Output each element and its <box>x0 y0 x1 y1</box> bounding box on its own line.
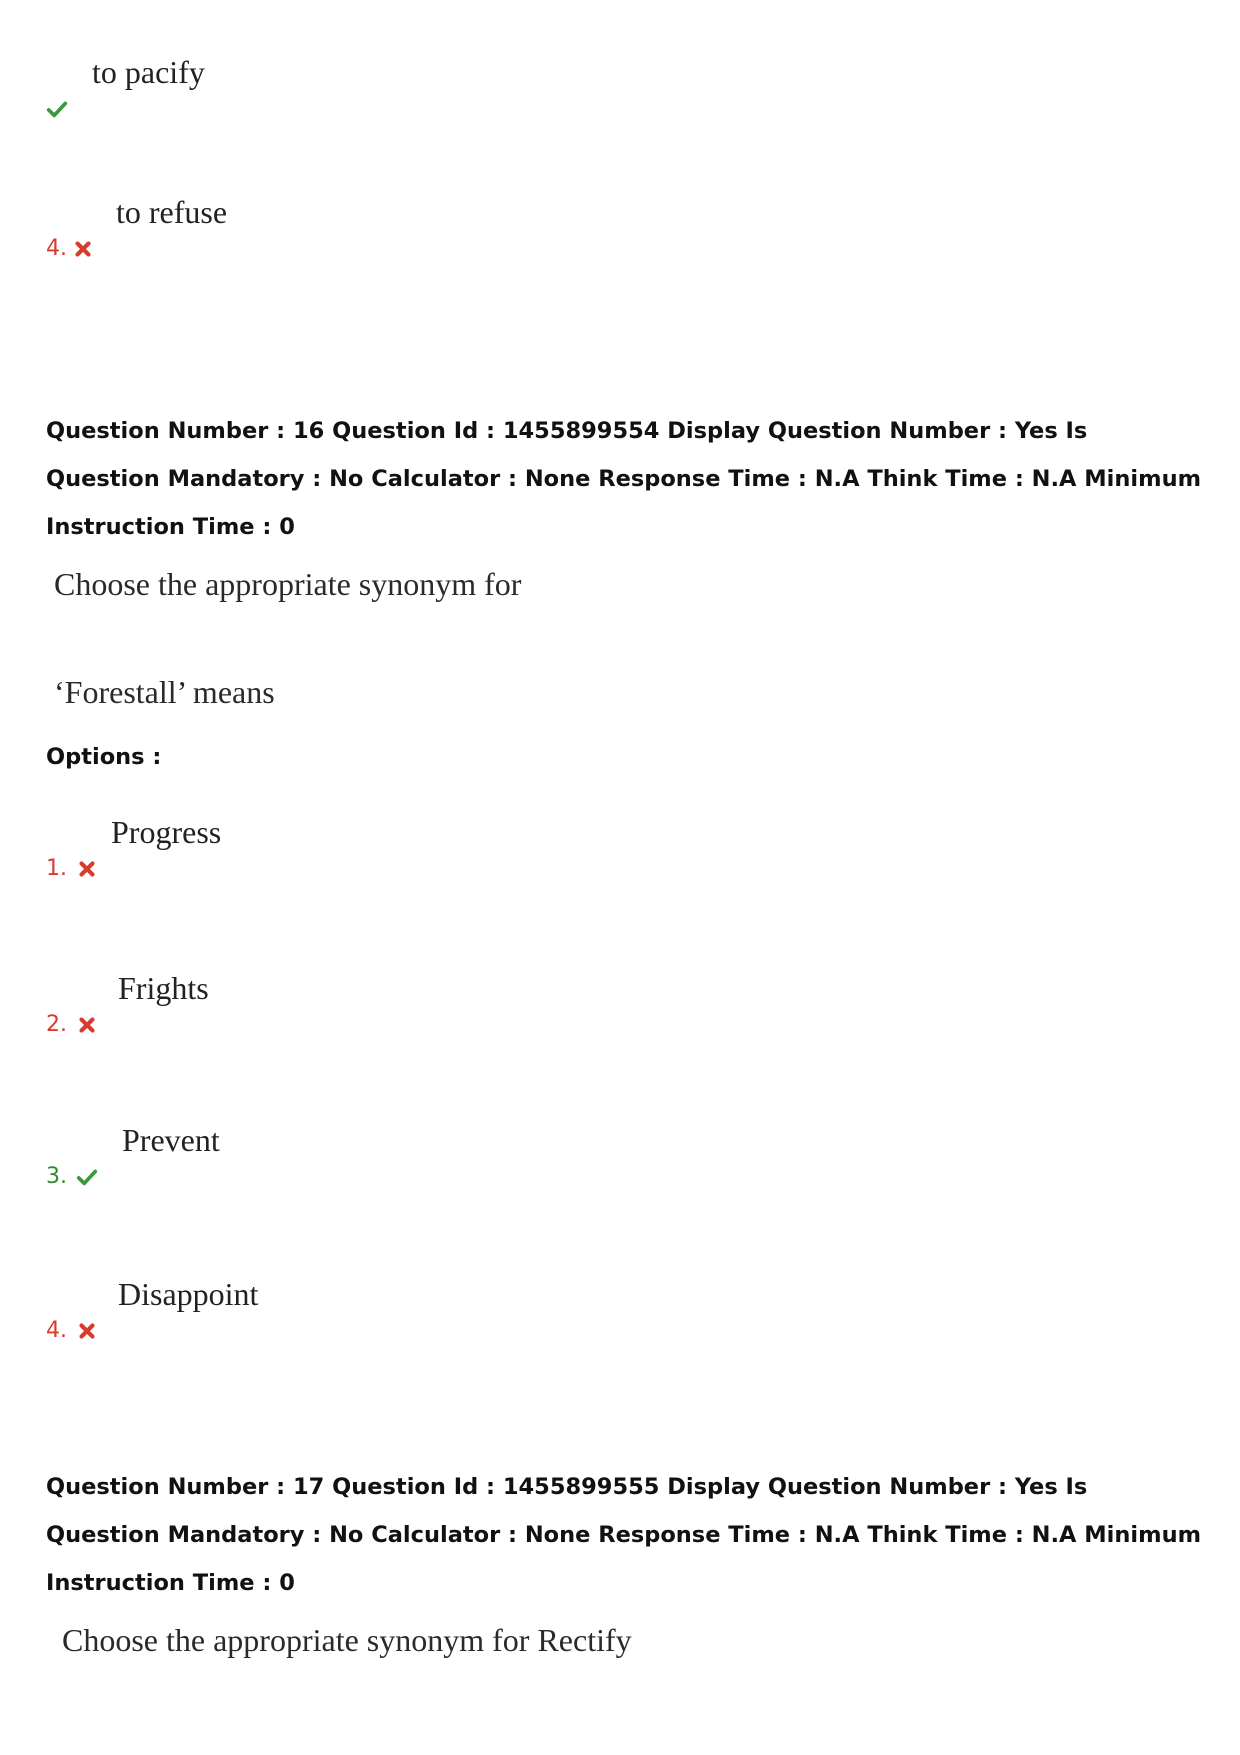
cross-icon <box>76 1014 98 1036</box>
option-1 <box>46 812 646 882</box>
options-label: Options : <box>46 744 162 770</box>
option-number: 4. <box>46 236 67 261</box>
option-number: 3. <box>46 1164 67 1189</box>
option-text: Progress <box>111 814 222 850</box>
option-text: Frights <box>118 970 209 1006</box>
option-text: Disappoint <box>118 1276 259 1312</box>
option-number: 1. <box>46 856 67 881</box>
check-icon <box>76 1166 98 1188</box>
option-prev-4 <box>46 192 646 262</box>
check-icon <box>46 98 68 120</box>
option-text: Prevent <box>122 1122 220 1158</box>
cross-icon <box>76 1320 98 1342</box>
cross-icon <box>76 858 98 880</box>
option-text: to refuse <box>116 194 228 230</box>
option-4 <box>46 1274 646 1344</box>
option-text: to pacify <box>92 54 205 90</box>
option-number: 4. <box>46 1318 67 1343</box>
option-prev-correct <box>46 52 646 122</box>
question-16-text-line1: Choose the appropriate synonym for <box>54 566 522 602</box>
question-17-text: Choose the appropriate synonym for Rectify <box>62 1622 632 1658</box>
option-2 <box>46 968 646 1038</box>
question-17-meta: Question Number : 17 Question Id : 1455899555 Display Question Number : Yes Is Question Mandatory : No Calculator : None Response Time : N.A Think Time : N.A Minimum Instruction Time : 0 <box>46 1474 1202 1596</box>
question-16-meta: Question Number : 16 Question Id : 1455899554 Display Question Number : Yes Is Question Mandatory : No Calculator : None Response Time : N.A Think Time : N.A Minimum Instruction Time : 0 <box>46 418 1202 540</box>
question-16-text-line2: ‘Forestall’ means <box>54 674 275 710</box>
option-number: 2. <box>46 1012 67 1037</box>
cross-icon <box>72 238 94 260</box>
option-3 <box>46 1120 646 1190</box>
